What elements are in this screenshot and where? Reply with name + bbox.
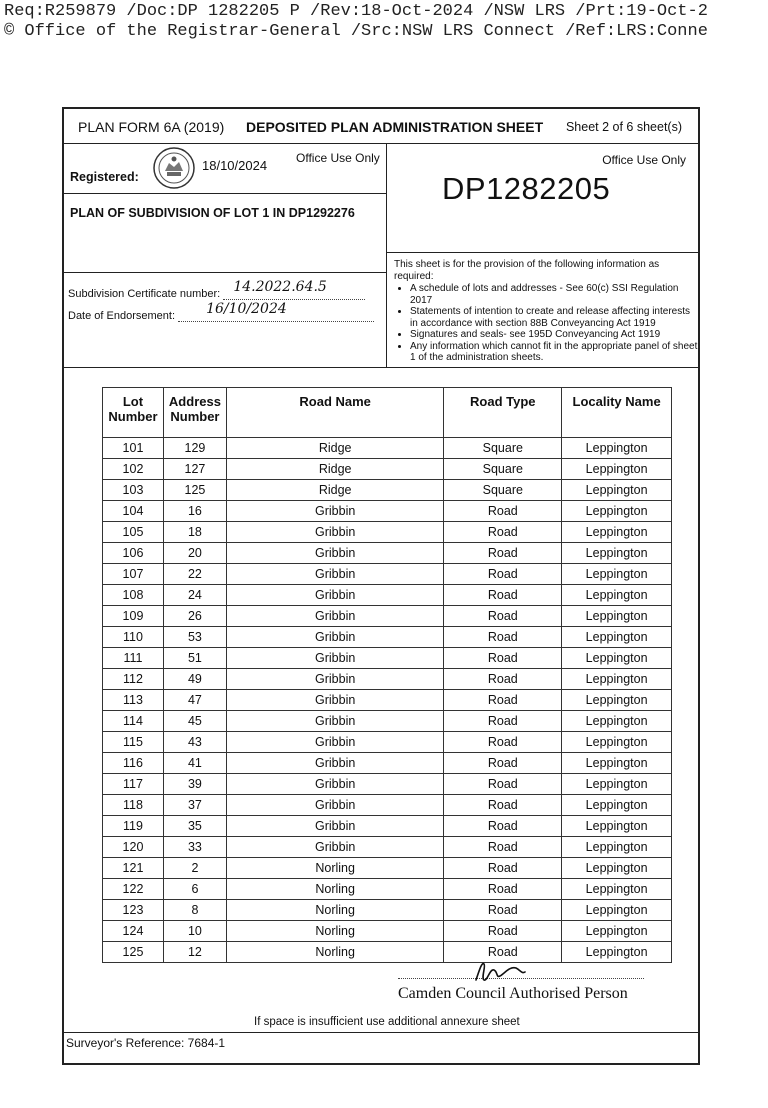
address-number-cell: 16 (163, 501, 226, 522)
information-item: • Any information which cannot fit in the appropriate panel of sheet 1 of the administration sheets. (410, 341, 700, 364)
lots-address-table (102, 387, 672, 963)
road-name-cell: Gribbin (226, 669, 443, 690)
road-name-cell: Gribbin (226, 690, 443, 711)
address-number-cell: 12 (163, 942, 226, 963)
table-row (103, 522, 672, 543)
lot-number-cell: 119 (103, 816, 164, 837)
locality-name-cell: Leppington (562, 627, 672, 648)
address-number-cell: 37 (163, 795, 226, 816)
document-header-line-2: © Office of the Registrar-General /Src:NSW LRS Connect /Ref:LRS:Conne (4, 22, 708, 41)
locality-name-cell: Leppington (562, 522, 672, 543)
table-row (103, 627, 672, 648)
address-number-cell: 129 (163, 438, 226, 459)
lot-number-cell: 123 (103, 900, 164, 921)
sheet-number: Sheet 2 of 6 sheet(s) (565, 120, 682, 134)
subdivision-certificate-label: Subdivision Certificate number: (68, 288, 221, 300)
address-number-cell: 49 (163, 669, 226, 690)
table-row (103, 480, 672, 501)
address-number-cell: 2 (163, 858, 226, 879)
road-type-cell: Road (444, 585, 562, 606)
road-name-cell: Ridge (226, 438, 443, 459)
locality-name-cell: Leppington (562, 732, 672, 753)
authorised-signature (472, 958, 528, 984)
lot-number-cell: 111 (103, 648, 164, 669)
locality-name-cell: Leppington (562, 669, 672, 690)
table-row (103, 564, 672, 585)
road-type-cell: Road (444, 774, 562, 795)
locality-name-cell: Leppington (562, 501, 672, 522)
locality-name-cell: Leppington (562, 459, 672, 480)
address-number-cell: 43 (163, 732, 226, 753)
road-type-cell: Road (444, 543, 562, 564)
road-name-cell: Gribbin (226, 837, 443, 858)
address-number-cell: 47 (163, 690, 226, 711)
office-use-label-right: Office Use Only (602, 153, 686, 167)
header-road-name: Road Name (226, 388, 443, 438)
table-row (103, 858, 672, 879)
lot-number-cell: 110 (103, 627, 164, 648)
lot-number-cell: 112 (103, 669, 164, 690)
road-name-cell: Norling (226, 921, 443, 942)
lot-number-cell: 101 (103, 438, 164, 459)
road-name-cell: Gribbin (226, 543, 443, 564)
information-item: • Signatures and seals- see 195D Conveyancing Act 1919 (410, 329, 700, 341)
surveyor-reference: Surveyor's Reference: 7684-1 (66, 1036, 226, 1050)
table-row (103, 669, 672, 690)
lot-number-cell: 103 (103, 480, 164, 501)
endorsement-date-field (178, 301, 374, 322)
table-row (103, 774, 672, 795)
road-type-cell: Road (444, 795, 562, 816)
locality-name-cell: Leppington (562, 942, 672, 963)
road-type-cell: Road (444, 690, 562, 711)
road-type-cell: Road (444, 501, 562, 522)
table-row (103, 795, 672, 816)
table-row (103, 816, 672, 837)
table-row (103, 837, 672, 858)
road-name-cell: Ridge (226, 459, 443, 480)
lot-number-cell: 114 (103, 711, 164, 732)
road-type-cell: Road (444, 858, 562, 879)
header-lot-number: Lot Number (103, 388, 164, 438)
road-name-cell: Gribbin (226, 648, 443, 669)
locality-name-cell: Leppington (562, 921, 672, 942)
road-name-cell: Norling (226, 900, 443, 921)
address-number-cell: 53 (163, 627, 226, 648)
road-type-cell: Road (444, 711, 562, 732)
lot-number-cell: 118 (103, 795, 164, 816)
road-name-cell: Gribbin (226, 564, 443, 585)
road-type-cell: Road (444, 648, 562, 669)
locality-name-cell: Leppington (562, 900, 672, 921)
subdivision-certificate-field (223, 279, 365, 300)
header-locality-name: Locality Name (562, 388, 672, 438)
deposited-plan-number: DP1282205 (442, 171, 611, 206)
table-row (103, 648, 672, 669)
road-name-cell: Gribbin (226, 753, 443, 774)
address-number-cell: 22 (163, 564, 226, 585)
road-name-cell: Gribbin (226, 732, 443, 753)
table-row (103, 900, 672, 921)
locality-name-cell: Leppington (562, 858, 672, 879)
signature-caption: Camden Council Authorised Person (398, 985, 628, 1002)
address-number-cell: 8 (163, 900, 226, 921)
address-number-cell: 24 (163, 585, 226, 606)
address-number-cell: 20 (163, 543, 226, 564)
address-number-cell: 26 (163, 606, 226, 627)
road-name-cell: Ridge (226, 480, 443, 501)
lot-number-cell: 105 (103, 522, 164, 543)
road-type-cell: Road (444, 837, 562, 858)
panel-bottom-divider (64, 367, 698, 368)
address-number-cell: 33 (163, 837, 226, 858)
table-row (103, 942, 672, 963)
lot-number-cell: 124 (103, 921, 164, 942)
header-road-type: Road Type (444, 388, 562, 438)
road-name-cell: Gribbin (226, 606, 443, 627)
locality-name-cell: Leppington (562, 690, 672, 711)
lot-number-cell: 115 (103, 732, 164, 753)
panel-vertical-divider (386, 143, 387, 367)
road-type-cell: Road (444, 879, 562, 900)
plan-title-divider (64, 272, 386, 273)
road-type-cell: Road (444, 753, 562, 774)
locality-name-cell: Leppington (562, 585, 672, 606)
address-number-cell: 51 (163, 648, 226, 669)
road-name-cell: Gribbin (226, 522, 443, 543)
plan-title: PLAN OF SUBDIVISION OF LOT 1 IN DP1292276 (70, 206, 355, 220)
table-row (103, 606, 672, 627)
address-number-cell: 45 (163, 711, 226, 732)
road-type-cell: Road (444, 564, 562, 585)
road-name-cell: Gribbin (226, 816, 443, 837)
insufficient-space-note: If space is insufficient use additional annexure sheet (254, 1016, 520, 1028)
table-row (103, 753, 672, 774)
address-number-cell: 10 (163, 921, 226, 942)
table-row (103, 501, 672, 522)
road-type-cell: Road (444, 900, 562, 921)
endorsement-date-value: 16/10/2024 (206, 301, 287, 317)
lot-number-cell: 102 (103, 459, 164, 480)
road-type-cell: Road (444, 816, 562, 837)
lot-number-cell: 109 (103, 606, 164, 627)
plan-form-sheet (62, 107, 700, 1065)
road-type-cell: Road (444, 669, 562, 690)
office-use-label-left: Office Use Only (296, 151, 380, 165)
locality-name-cell: Leppington (562, 438, 672, 459)
lot-number-cell: 106 (103, 543, 164, 564)
information-list (394, 283, 700, 364)
locality-name-cell: Leppington (562, 837, 672, 858)
lot-number-cell: 117 (103, 774, 164, 795)
title-row-divider (64, 143, 698, 144)
road-type-cell: Road (444, 522, 562, 543)
road-name-cell: Gribbin (226, 501, 443, 522)
locality-name-cell: Leppington (562, 753, 672, 774)
lot-number-cell: 108 (103, 585, 164, 606)
endorsement-date-row (68, 301, 374, 322)
table-header-row (103, 388, 672, 438)
road-type-cell: Road (444, 606, 562, 627)
road-type-cell: Road (444, 627, 562, 648)
header-address-number: Address Number (163, 388, 226, 438)
lot-number-cell: 107 (103, 564, 164, 585)
road-type-cell: Square (444, 459, 562, 480)
locality-name-cell: Leppington (562, 795, 672, 816)
table-row (103, 690, 672, 711)
address-number-cell: 127 (163, 459, 226, 480)
address-number-cell: 125 (163, 480, 226, 501)
table-row (103, 879, 672, 900)
lot-number-cell: 113 (103, 690, 164, 711)
table-row (103, 921, 672, 942)
road-name-cell: Gribbin (226, 711, 443, 732)
road-type-cell: Road (444, 732, 562, 753)
lot-number-cell: 121 (103, 858, 164, 879)
information-intro: This sheet is for the provision of the following information as required: (394, 259, 660, 282)
road-type-cell: Square (444, 438, 562, 459)
registrar-general-seal-icon (152, 146, 196, 190)
road-name-cell: Gribbin (226, 585, 443, 606)
information-item: • A schedule of lots and addresses - See 60(c) SSI Regulation 2017 (410, 283, 700, 306)
registered-divider (64, 193, 386, 194)
table-row (103, 732, 672, 753)
table-row (103, 543, 672, 564)
sheet-title: DEPOSITED PLAN ADMINISTRATION SHEET (246, 119, 544, 135)
address-number-cell: 35 (163, 816, 226, 837)
locality-name-cell: Leppington (562, 564, 672, 585)
table-row (103, 585, 672, 606)
locality-name-cell: Leppington (562, 711, 672, 732)
road-type-cell: Square (444, 480, 562, 501)
lot-number-cell: 104 (103, 501, 164, 522)
address-number-cell: 6 (163, 879, 226, 900)
locality-name-cell: Leppington (562, 543, 672, 564)
road-type-cell: Road (444, 921, 562, 942)
table-row (103, 711, 672, 732)
subdivision-certificate-value: 14.2022.64.5 (233, 279, 327, 295)
sheet-information-panel (394, 259, 700, 364)
road-name-cell: Gribbin (226, 627, 443, 648)
road-name-cell: Gribbin (226, 795, 443, 816)
address-number-cell: 41 (163, 753, 226, 774)
lot-number-cell: 125 (103, 942, 164, 963)
document-header-line-1: Req:R259879 /Doc:DP 1282205 P /Rev:18-Oct-2024 /NSW LRS /Prt:19-Oct-2 (4, 2, 708, 21)
locality-name-cell: Leppington (562, 648, 672, 669)
road-name-cell: Norling (226, 879, 443, 900)
registered-date: 18/10/2024 (202, 158, 268, 173)
road-name-cell: Gribbin (226, 774, 443, 795)
subdivision-certificate-row (68, 279, 365, 300)
surveyor-divider (64, 1032, 698, 1033)
address-number-cell: 18 (163, 522, 226, 543)
road-name-cell: Norling (226, 858, 443, 879)
registered-label: Registered: (70, 170, 139, 184)
road-type-cell: Road (444, 942, 562, 963)
dp-number-divider (386, 252, 698, 253)
locality-name-cell: Leppington (562, 606, 672, 627)
locality-name-cell: Leppington (562, 816, 672, 837)
information-item: • Statements of intention to create and release affecting interests in accordance with section 88B Conveyancing Act 1919 (410, 306, 700, 329)
endorsement-date-label: Date of Endorsement: (68, 310, 176, 322)
table-row (103, 459, 672, 480)
road-name-cell: Norling (226, 942, 443, 963)
locality-name-cell: Leppington (562, 774, 672, 795)
lot-number-cell: 122 (103, 879, 164, 900)
locality-name-cell: Leppington (562, 879, 672, 900)
lot-number-cell: 116 (103, 753, 164, 774)
table-row (103, 438, 672, 459)
address-number-cell: 39 (163, 774, 226, 795)
locality-name-cell: Leppington (562, 480, 672, 501)
lot-number-cell: 120 (103, 837, 164, 858)
plan-form-name: PLAN FORM 6A (2019) (78, 119, 225, 135)
